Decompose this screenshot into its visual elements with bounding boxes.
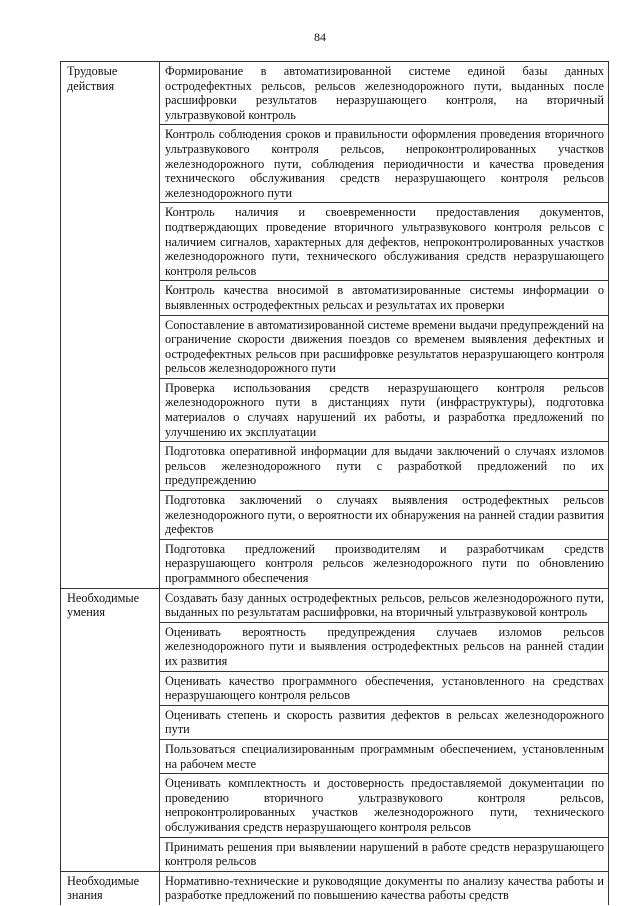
section-item-text: Оценивать вероятность предупреждения случаев изломов рельсов железнодорожного пути и выявления остродефектных рельсов на ранней стадии их развития xyxy=(160,622,609,671)
section-item-text: Формирование в автоматизированной системе единой базы данных остродефектных рельсов, рельсов железнодорожного пути, выданных после расшифровки результатов неразрушающего контроля, на вторичный ультразвуковой контроль xyxy=(160,62,609,125)
section-label: Трудовые действия xyxy=(61,62,160,589)
section-item-text: Проверка использования средств неразрушающего контроля рельсов железнодорожного пути в дистанциях пути (инфраструктуры), подготовка материалов о случаях нарушений их работы, и разработка предложений по улучшению их эксплуатации xyxy=(160,378,609,441)
section-item-text: Создавать базу данных остродефектных рельсов, рельсов железнодорожного пути, выданных по результатам расшифровки, на вторичный ультразвуковой контроль xyxy=(160,588,609,622)
section-item-text: Оценивать качество программного обеспечения, установленного на средствах неразрушающего контроля рельсов xyxy=(160,671,609,705)
section-item-text: Подготовка оперативной информации для выдачи заключений о случаях изломов рельсов железнодорожного пути с разработкой предложений по их предупреждению xyxy=(160,442,609,491)
section-item-text: Контроль соблюдения сроков и правильности оформления проведения вторичного ультразвукового контроля рельсов, непроконтролированных участков железнодорожного пути, соблюдения периодичности и качества проведения технического обслуживания средств неразрушающего контроля рельсов железнодорожного пути xyxy=(160,125,609,203)
section-label: Необходимые умения xyxy=(61,588,160,871)
section-item-text: Контроль качества вносимой в автоматизированные системы информации о выявленных остродефектных рельсах и результатах их проверки xyxy=(160,281,609,315)
section-item-text: Оценивать комплектность и достоверность предоставляемой документации по проведению вторичного ультразвукового контроля рельсов, непроконтролированных участков железнодорожного пути, технического обслуживания средств неразрушающего контроля рельсов xyxy=(160,774,609,837)
section-item-text: Принимать решения при выявлении нарушений в работе средств неразрушающего контроля рельсов xyxy=(160,837,609,871)
table-row xyxy=(61,871,609,905)
section-item-text: Нормативно-технические и руководящие документы по анализу качества работы и разработке предложений по повышению качества работы средств xyxy=(160,871,609,905)
section-item-text: Подготовка предложений производителям и разработчикам средств неразрушающего контроля рельсов железнодорожного пути по обновлению программного обеспечения xyxy=(160,539,609,588)
table-row xyxy=(61,62,609,125)
page-number: 84 xyxy=(314,30,326,44)
section-item-text: Контроль наличия и своевременности предоставления документов, подтверждающих проведение вторичного ультразвукового контроля рельсов с наличием сигналов, характерных для дефектов, непроконтролированных участков железнодорожного пути, технического обслуживания средств неразрушающего контроля рельсов xyxy=(160,203,609,281)
table-row xyxy=(61,588,609,622)
section-item-text: Пользоваться специализированным программным обеспечением, установленным на рабочем месте xyxy=(160,739,609,773)
section-label: Необходимые знания xyxy=(61,871,160,905)
competency-table-body xyxy=(61,62,609,905)
section-item-text: Оценивать степень и скорость развития дефектов в рельсах железнодорожного пути xyxy=(160,705,609,739)
competency-table xyxy=(60,61,609,905)
section-item-text: Подготовка заключений о случаях выявления остродефектных рельсов железнодорожного пути, о вероятности их обнаружения на ранней стадии развития дефектов xyxy=(160,491,609,540)
section-item-text: Сопоставление в автоматизированной системе времени выдачи предупреждений на ограничение скорости движения поездов со временем выявления дефектных и остродефектных рельсов при расшифровке результатов неразрушающего контроля рельсов железнодорожного пути xyxy=(160,315,609,378)
